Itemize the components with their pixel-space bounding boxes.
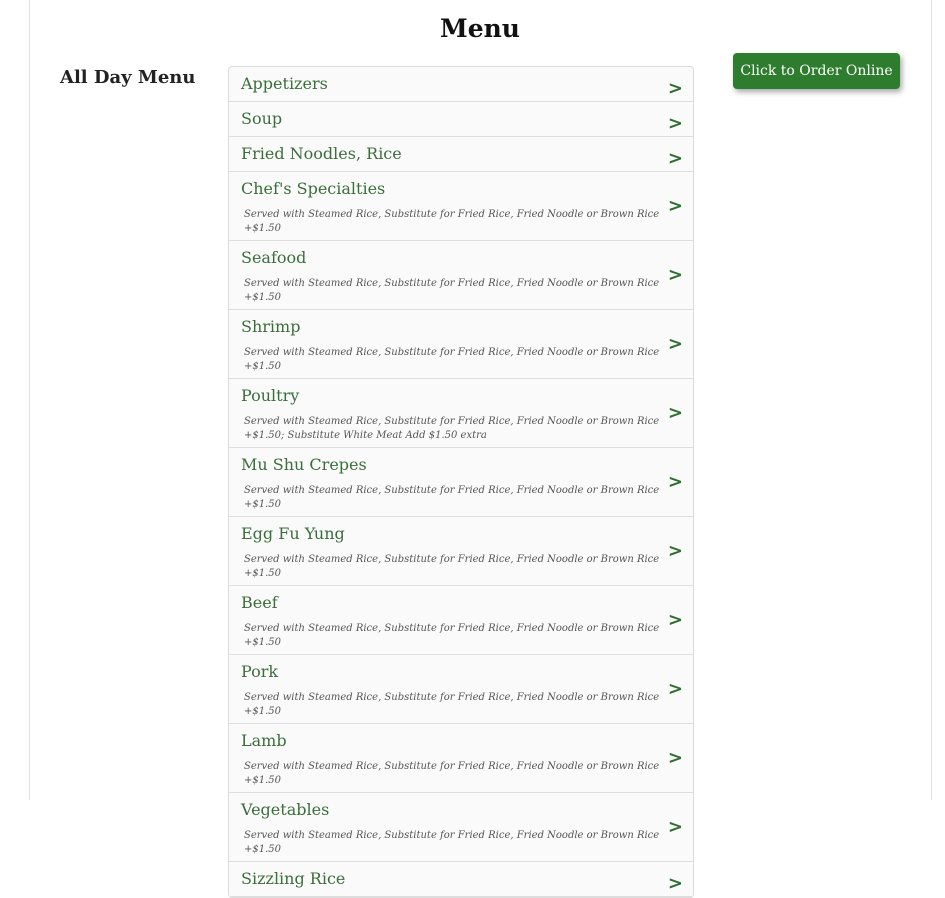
category-note: Served with Steamed Rice, Substitute for Fried Rice, Fried Noodle or Brown Rice +$1.50; Substitute White Meat Add $1.50 extra	[244, 416, 660, 441]
category-name: Poultry	[241, 386, 300, 405]
chevron-right-icon[interactable]: >	[667, 816, 683, 838]
category-name: Pork	[241, 662, 279, 681]
category-row[interactable]	[229, 172, 693, 241]
category-name: Mu Shu Crepes	[241, 455, 367, 474]
category-note: Served with Steamed Rice, Substitute for Fried Rice, Fried Noodle or Brown Rice +$1.50	[244, 623, 660, 648]
chevron-right-icon[interactable]: >	[667, 195, 683, 217]
category-name: Seafood	[241, 248, 307, 267]
category-row[interactable]	[229, 586, 693, 655]
chevron-right-icon[interactable]: >	[667, 471, 683, 493]
category-row[interactable]	[229, 310, 693, 379]
category-row[interactable]	[229, 448, 693, 517]
category-note: Served with Steamed Rice, Substitute for Fried Rice, Fried Noodle or Brown Rice +$1.50	[244, 209, 660, 234]
sidebar-menu-label: All Day Menu	[60, 67, 196, 88]
category-row[interactable]	[229, 517, 693, 586]
chevron-right-icon[interactable]: >	[667, 333, 683, 355]
category-name: Egg Fu Yung	[241, 524, 345, 543]
category-name: Soup	[241, 109, 283, 128]
category-list	[228, 66, 694, 898]
category-row[interactable]	[229, 655, 693, 724]
category-note: Served with Steamed Rice, Substitute for Fried Rice, Fried Noodle or Brown Rice +$1.50	[244, 830, 660, 855]
category-row[interactable]	[229, 724, 693, 793]
category-row[interactable]	[229, 137, 693, 172]
chevron-right-icon[interactable]: >	[667, 402, 683, 424]
category-row[interactable]	[229, 862, 693, 897]
category-note: Served with Steamed Rice, Substitute for Fried Rice, Fried Noodle or Brown Rice +$1.50	[244, 692, 660, 717]
category-note: Served with Steamed Rice, Substitute for Fried Rice, Fried Noodle or Brown Rice +$1.50	[244, 761, 660, 786]
category-note: Served with Steamed Rice, Substitute for Fried Rice, Fried Noodle or Brown Rice +$1.50	[244, 347, 660, 372]
category-name: Fried Noodles, Rice	[241, 144, 402, 163]
category-name: Beef	[241, 593, 278, 612]
chevron-right-icon[interactable]: >	[667, 148, 683, 169]
category-name: Appetizers	[241, 74, 328, 93]
category-note: Served with Steamed Rice, Substitute for Fried Rice, Fried Noodle or Brown Rice +$1.50	[244, 554, 660, 579]
category-note: Served with Steamed Rice, Substitute for Fried Rice, Fried Noodle or Brown Rice +$1.50	[244, 278, 660, 303]
category-name: Vegetables	[241, 800, 330, 819]
category-row[interactable]	[229, 241, 693, 310]
chevron-right-icon[interactable]: >	[667, 264, 683, 286]
category-name: Lamb	[241, 731, 287, 750]
chevron-right-icon[interactable]: >	[667, 747, 683, 769]
category-row[interactable]	[229, 102, 693, 137]
category-note: Served with Steamed Rice, Substitute for Fried Rice, Fried Noodle or Brown Rice +$1.50	[244, 485, 660, 510]
chevron-right-icon[interactable]: >	[667, 113, 683, 134]
category-name: Shrimp	[241, 317, 301, 336]
category-row[interactable]	[229, 67, 693, 102]
page-title: Menu	[440, 14, 520, 43]
chevron-right-icon[interactable]: >	[667, 873, 683, 894]
chevron-right-icon[interactable]: >	[667, 540, 683, 562]
chevron-right-icon[interactable]: >	[667, 609, 683, 631]
chevron-right-icon[interactable]: >	[667, 78, 683, 99]
category-row[interactable]	[229, 379, 693, 448]
chevron-right-icon[interactable]: >	[667, 678, 683, 700]
category-name: Sizzling Rice	[241, 869, 346, 888]
category-row[interactable]	[229, 793, 693, 862]
order-online-button[interactable]: Click to Order Online	[733, 53, 900, 89]
category-name: Chef's Specialties	[241, 179, 386, 198]
